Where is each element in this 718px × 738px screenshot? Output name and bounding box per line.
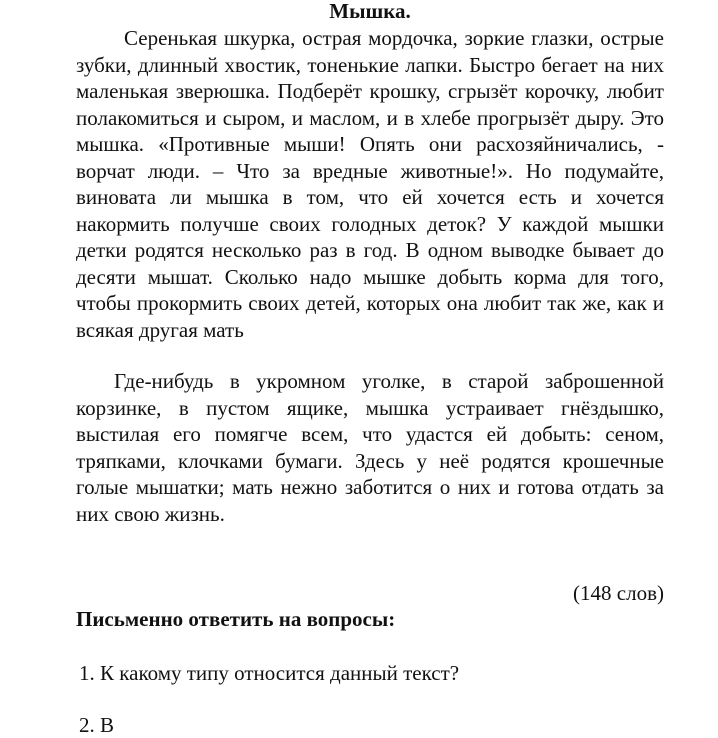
question-1: 1. К какому типу относится данный текст? xyxy=(79,661,460,685)
paragraph-2: Где-нибудь в укромном уголке, в старой заброшенной корзинке, в пустом ящике, мышка устраивает гнёздышко, выстилая его помягче всем, что удастся ей добыть: сеном, тряпками, клочками бумаги. Здесь у неё родятся крошечные голые мышатки; мать нежно заботится о них и готова отдать за них свою жизнь. xyxy=(76,369,664,526)
question-2: 2. В xyxy=(79,713,115,737)
word-count: (148 слов) xyxy=(573,581,664,605)
paragraph-1: Серенькая шкурка, острая мордочка, зоркие глазки, острые зубки, длинный хвостик, тоненькие лапки. Быстро бегает на них маленькая зверюшка. Подберёт крошку, сгрызёт корочку, любит полакомиться и сыром, и маслом, и в хлебе прогрызёт дыру. Это мышка. «Противные мыши! Опять они расхозяйничались, - ворчат люди. – Что за вредные животные!». Но подумайте, виновата ли мышка в том, что ей хочется есть и хочется накормить получше своих голодных деток? У каждой мышки детки родятся несколько раз в год. В одном выводке бывает до десяти мышат. Сколько надо мышке добыть корма для того, чтобы прокормить своих детей, которых она любит так же, как и всякая другая мать xyxy=(76,26,664,342)
questions-heading: Письменно ответить на вопросы: xyxy=(76,607,396,631)
document-title: Мышка. xyxy=(329,0,411,23)
